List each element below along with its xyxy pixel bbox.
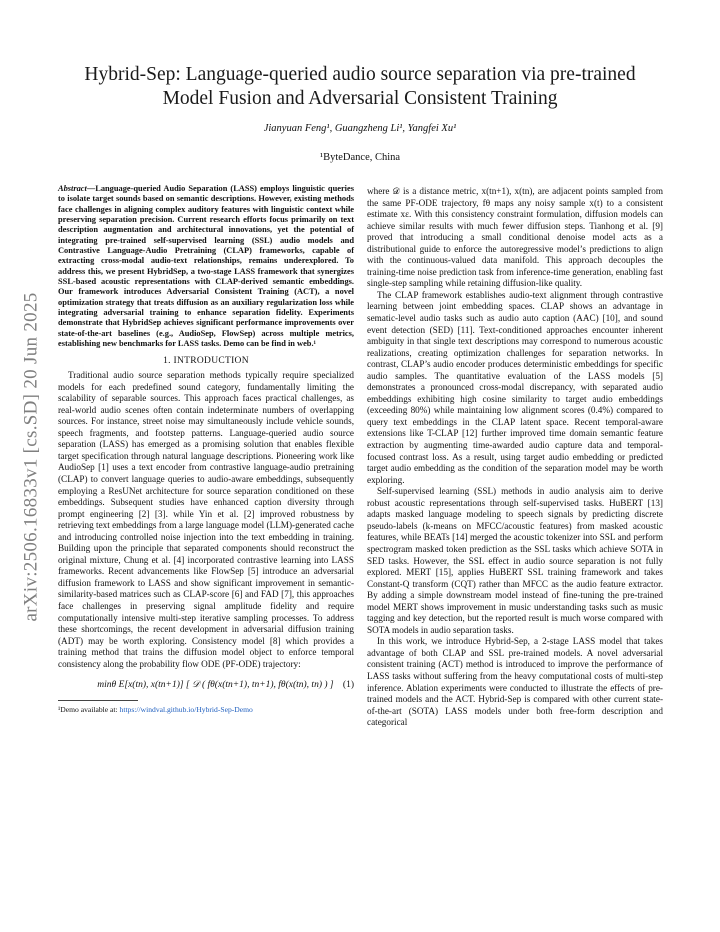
left-column xyxy=(58,184,354,715)
intro-paragraph: Traditional audio source separation methods typically require specialized models for each predefined sound category, fundamentally limiting the scalability of separable sources. This approach faces practical challenges, as real-world audio scenes often contain indeterminate numbers of overlapping sources. For instance, street noise may simultaneously include vehicle sounds, speech fragments, and footstep patterns. Language-queried audio source separation (LASS) has emerged as a promising solution that enables flexible target specification through natural language descriptions. Pioneering work like AudioSep [1] uses a text encoder from contrastive language-audio pretraining (CLAP) to convert language queries to audio-aware embeddings, subsequently employing a ResUNet architecture for source separation conditioned on these embeddings. Subsequent studies have enhanced caption diversity through prompt engineering [2] [3]. while Yin et al. [2] improved robustness by retrieving text embeddings from a large language model (LLM)-generated cache and introducing controlled noise injection into the text embedding in training. Building upon the principle that separated components should reconstruct the original mixture, Chung et al. [4] incorporated contrastive learning into LASS frameworks. Recent advancements like FlowSep [5] introduce an adversarial diffusion framework to LASS and show significant improvement in semantic-similarity-based matrices such as CLAP-score [6] and FAD [7], this approaches face challenges in preserving signal amplitude fidelity and require computationally intensive multi-step iterative sampling processes. To address these shortcomings, the recent development in adversarial diffusion training (ADT) may be worth exploring. Consistency model [8] which provides a training method that trains the diffusion model object to enforce temporal consistency along the probability flow ODE (PF-ODE) trajectory: xyxy=(58,370,355,669)
abstract xyxy=(58,184,354,350)
footnote xyxy=(58,705,354,715)
demo-link[interactable]: https://windval.github.io/Hybrid-Sep-Demo xyxy=(119,704,253,714)
paper-title: Hybrid-Sep: Language-queried audio source separation via pre-trained Model Fusion and Adversarial Consistent Training xyxy=(84,64,636,109)
section-heading-introduction: 1. INTRODUCTION xyxy=(163,355,249,366)
body-paragraph: where 𝒟 is a distance metric, x(tn+1), x(tn), are adjacent points sampled from the same PF-ODE trajectory, fθ maps any noisy sample x(t) to a consistent estimate xε. With this consistency constraint formulation, diffusion models can achieve similar results with much fewer diffusion steps. Tianhong et al. [9] proved that introducing a small conditional denoise model acts as a distributional guide to enforce the autoregressive model’s predictions to align with the continuous-valued data manifold. This approach decouples the training-time noise prediction task from inference-time generation, enabling fast single-step sampling while retaining diffusion-like quality. xyxy=(367,186,663,289)
footnote-prefix: ¹Demo available at: xyxy=(58,704,120,714)
body-paragraph: In this work, we introduce Hybrid-Sep, a 2-stage LASS model that takes advantage of both CLAP and SSL pre-trained models. A novel adversarial consistent training (ACT) method is introduced to improve the performance of LASS tasks without suffering from the heavy computational costs of multi-step inference. Ablation experiments were conducted to illustrate the effects of pre-trained models and the ACT. Hybrid-Sep is compared with other current state-of-the-art (SOTA) LASS models under both free-form description and categorical xyxy=(367,636,663,728)
arxiv-identifier: arXiv:2506.16833v1 [cs.SD] 20 Jun 2025 xyxy=(21,292,43,622)
abstract-text: Language-queried Audio Separation (LASS) employs linguistic queries to isolate target sounds based on semantic descriptions. However, existing methods face challenges in aligning complex auditory features with linguistic context while preserving separation precision. Current research efforts focus primarily on text description augmentation and architectural innovations, yet the potential of integrating pre-trained self-supervised learning (SSL) audio models and Contrastive Language-Audio Pretraining (CLAP) frameworks, capable of extracting cross-modal audio-text relationships, remains underexplored. To address this, we present HybridSep, a two-stage LASS framework that synergizes SSL-based acoustic representations with CLAP-derived semantic embeddings. Our framework introduces Adversarial Consistent Training (ACT), a novel optimization strategy that treats diffusion as an auxiliary regularization loss while integrating adversarial training to enhance separation fidelity. Experiments demonstrate that HybridSep achieves significant performance improvements over state-of-the-art baselines (e.g., AudioSep, FlowSep) across multiple metrics, establishing new benchmarks for LASS tasks. Demo can be find in web.¹ xyxy=(58,184,354,349)
affiliation: ¹ByteDance, China xyxy=(319,152,401,163)
equation-1 xyxy=(58,680,354,692)
author-list: Jianyuan Feng¹, Guangzheng Li¹, Yangfei Xu¹ xyxy=(263,123,457,134)
body-paragraph: Self-supervised learning (SSL) methods in audio analysis aim to derive robust acoustic representations through self-supervised tasks. HuBERT [13] adapts masked language modeling to speech signals by predicting discrete pseudo-labels (k-means on MFCC/acoustic features) from masked acoustic features, while BEATs [14] merged the acoustic tokenizer into SSL and perform spectrogram masked token prediction as the SSL tasks which achieve SOTA in SED tasks. However, the SSL effect in audio source separation is not fully explored. MERT [15], applies HuBERT SSL training framework and takes Constant-Q transform (CQT) rather than MFCC as the audio feature extractor. By adding a simple downstream model instead of fine-tuning the pre-trained model MERT shows improvement in music understanding tasks such as music tagging and key detection, but the reported result is much worse compared with SOTA models in audio separation tasks. xyxy=(367,486,663,635)
body-paragraph: The CLAP framework establishes audio-text alignment through contrastive learning between joint embedding spaces. CLAP shows an advantage in sematic-level audio tasks such as audio auto caption (AAC) [10], and sound event detection (SED) [11]. Text-conditioned approaches encounter inherent ambiguity in that single text descriptions may correspond to numerous acoustic realizations, creating optimization challenges for separation networks. In contrast, CLAP’s audio encoder produces deterministic embeddings for specific audio samples. The quantitative evaluation of the LASS models [5] demonstrates a pronounced cross-modal discrepancy, with separated audio embeddings exhibiting high cosine similarity to target audio embeddings (exceeding 80%) while maintaining low alignment scores (0.4%) compared to query text embeddings in the CLAP latent space. Recent temporal-aware extensions like T-CLAP [12] further improved time domain semantic feature extraction by augmenting time-awarded audio capture data and temporal-focused contrast loss. As a result, using target audio embedding or predicted target audio embedding as the condition of the separation model may be worth exploring. xyxy=(367,289,663,485)
equation-number: (1) xyxy=(342,680,354,691)
equation-body: minθ E[x(tn), x(tn+1)] [ 𝒟 ( fθ(x(tn+1), tn+1), fθ(x(tn), tn) ) ] xyxy=(97,680,334,691)
right-column xyxy=(367,186,663,729)
abstract-label: Abstract— xyxy=(58,184,96,193)
footnote-rule xyxy=(58,700,138,701)
